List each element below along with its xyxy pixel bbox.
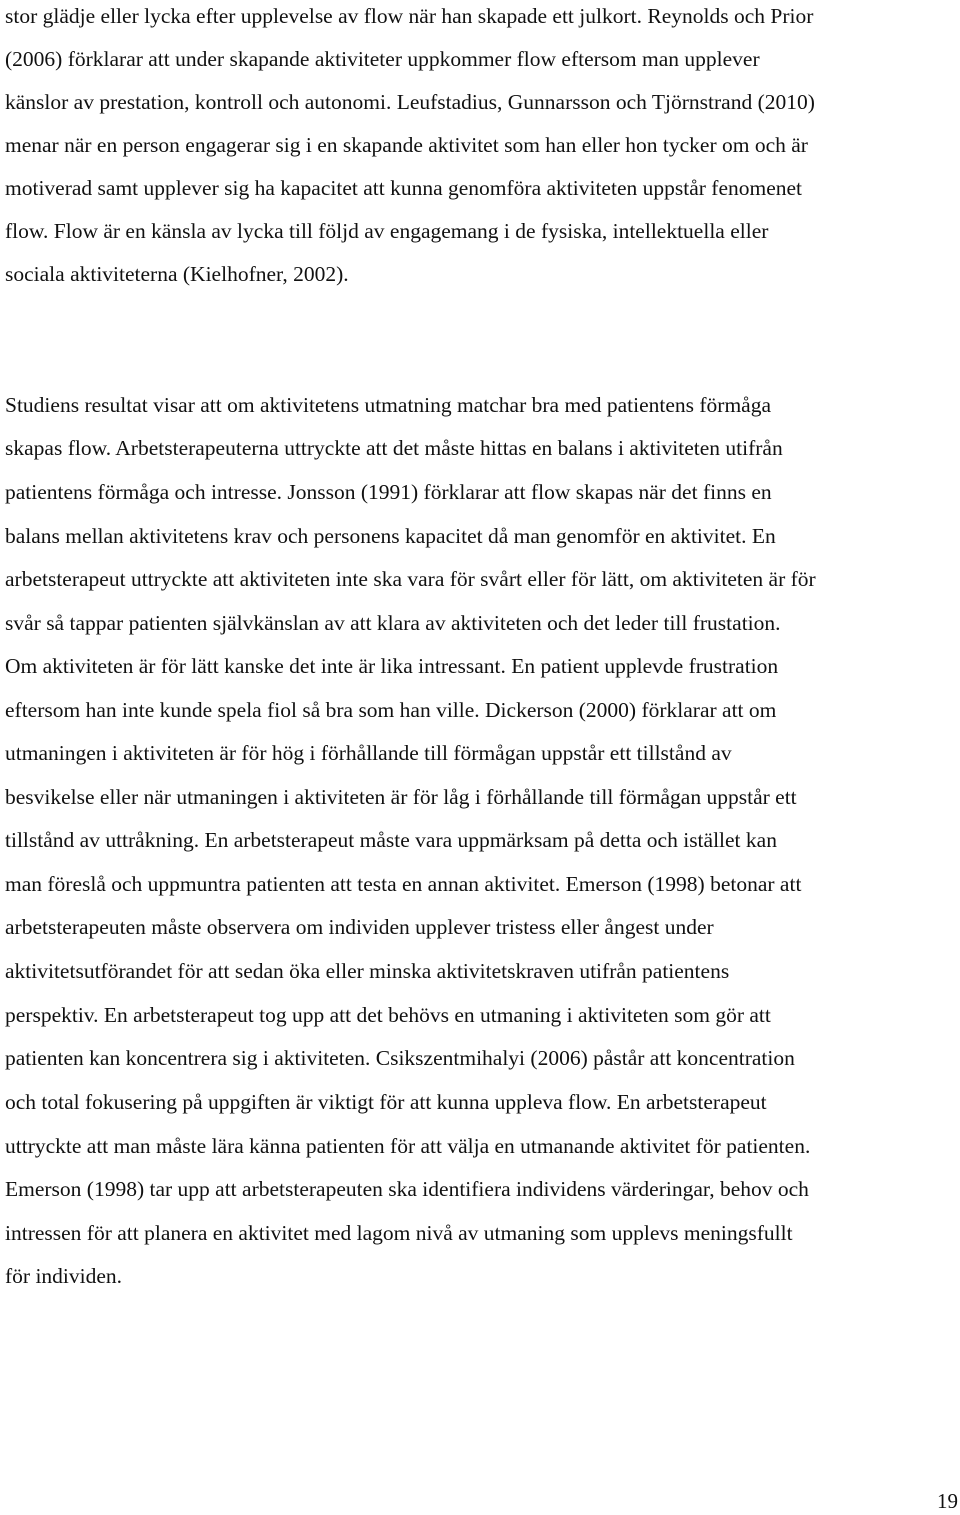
text-line: uttryckte att man måste lära känna patienten för att välja en utmanande aktivitet för patienten. (5, 1134, 811, 1158)
page-number: 19 (937, 1489, 958, 1513)
text-line: menar när en person engagerar sig i en skapande aktivitet som han eller hon tycker om och är (5, 133, 808, 157)
text-line: svår så tappar patienten självkänslan av att klara av aktiviteten och det leder till frustation. (5, 611, 781, 635)
text-line: balans mellan aktivitetens krav och personens kapacitet då man genomför en aktivitet. En (5, 524, 776, 548)
text-line: stor glädje eller lycka efter upplevelse av flow när han skapade ett julkort. Reynolds och Prior (5, 4, 814, 28)
text-line: Om aktiviteten är för lätt kanske det inte är lika intressant. En patient upplevde frustration (5, 654, 779, 678)
text-line: Emerson (1998) tar upp att arbetsterapeuten ska identifiera individens värderingar, behov och (5, 1177, 809, 1201)
text-line: utmaningen i aktiviteten är för hög i förhållande till förmågan uppstår ett tillstånd av (5, 741, 732, 765)
text-line: intressen för att planera en aktivitet med lagom nivå av utmaning som upplevs meningsfullt (5, 1221, 793, 1245)
text-line: känslor av prestation, kontroll och autonomi. Leufstadius, Gunnarsson och Tjörnstrand (2010) (5, 90, 815, 114)
text-line: man föreslå och uppmuntra patienten att testa en annan aktivitet. Emerson (1998) betonar att (5, 872, 802, 896)
text-line: patienten kan koncentrera sig i aktiviteten. Csikszentmihalyi (2006) påstår att koncentration (5, 1046, 795, 1070)
text-line: eftersom han inte kunde spela fiol så bra som han ville. Dickerson (2000) förklarar att om (5, 698, 777, 722)
text-line: och total fokusering på uppgiften är viktigt för att kunna uppleva flow. En arbetsterapeut (5, 1090, 767, 1114)
text-line: perspektiv. En arbetsterapeut tog upp att det behövs en utmaning i aktiviteten som gör att (5, 1003, 771, 1027)
text-line: tillstånd av uttråkning. En arbetsterapeut måste vara uppmärksam på detta och istället kan (5, 828, 777, 852)
text-line: flow. Flow är en känsla av lycka till följd av engagemang i de fysiska, intellektuella eller (5, 219, 769, 243)
text-line: (2006) förklarar att under skapande aktiviteter uppkommer flow eftersom man upplever (5, 47, 760, 71)
text-line: patientens förmåga och intresse. Jonsson (1991) förklarar att flow skapas när det finns en (5, 480, 772, 504)
text-line: aktivitetsutförandet för att sedan öka eller minska aktivitetskraven utifrån patientens (5, 959, 730, 983)
text-line: arbetsterapeut uttryckte att aktiviteten inte ska vara för svårt eller för lätt, om aktiviteten är för (5, 567, 816, 591)
text-line: motiverad samt upplever sig ha kapacitet att kunna genomföra aktiviteten uppstår fenomenet (5, 176, 803, 200)
text-line: sociala aktiviteterna (Kielhofner, 2002). (5, 262, 349, 286)
text-line: besvikelse eller när utmaningen i aktiviteten är för låg i förhållande till förmågan uppstår ett (5, 785, 797, 809)
text-line: Studiens resultat visar att om aktivitetens utmatning matchar bra med patientens förmåga (5, 393, 772, 417)
text-line: skapas flow. Arbetsterapeuterna uttryckte att det måste hittas en balans i aktiviteten utifrån (5, 436, 783, 460)
text-line: arbetsterapeuten måste observera om individen upplever tristess eller ångest under (5, 915, 714, 939)
text-line: för individen. (5, 1264, 123, 1288)
